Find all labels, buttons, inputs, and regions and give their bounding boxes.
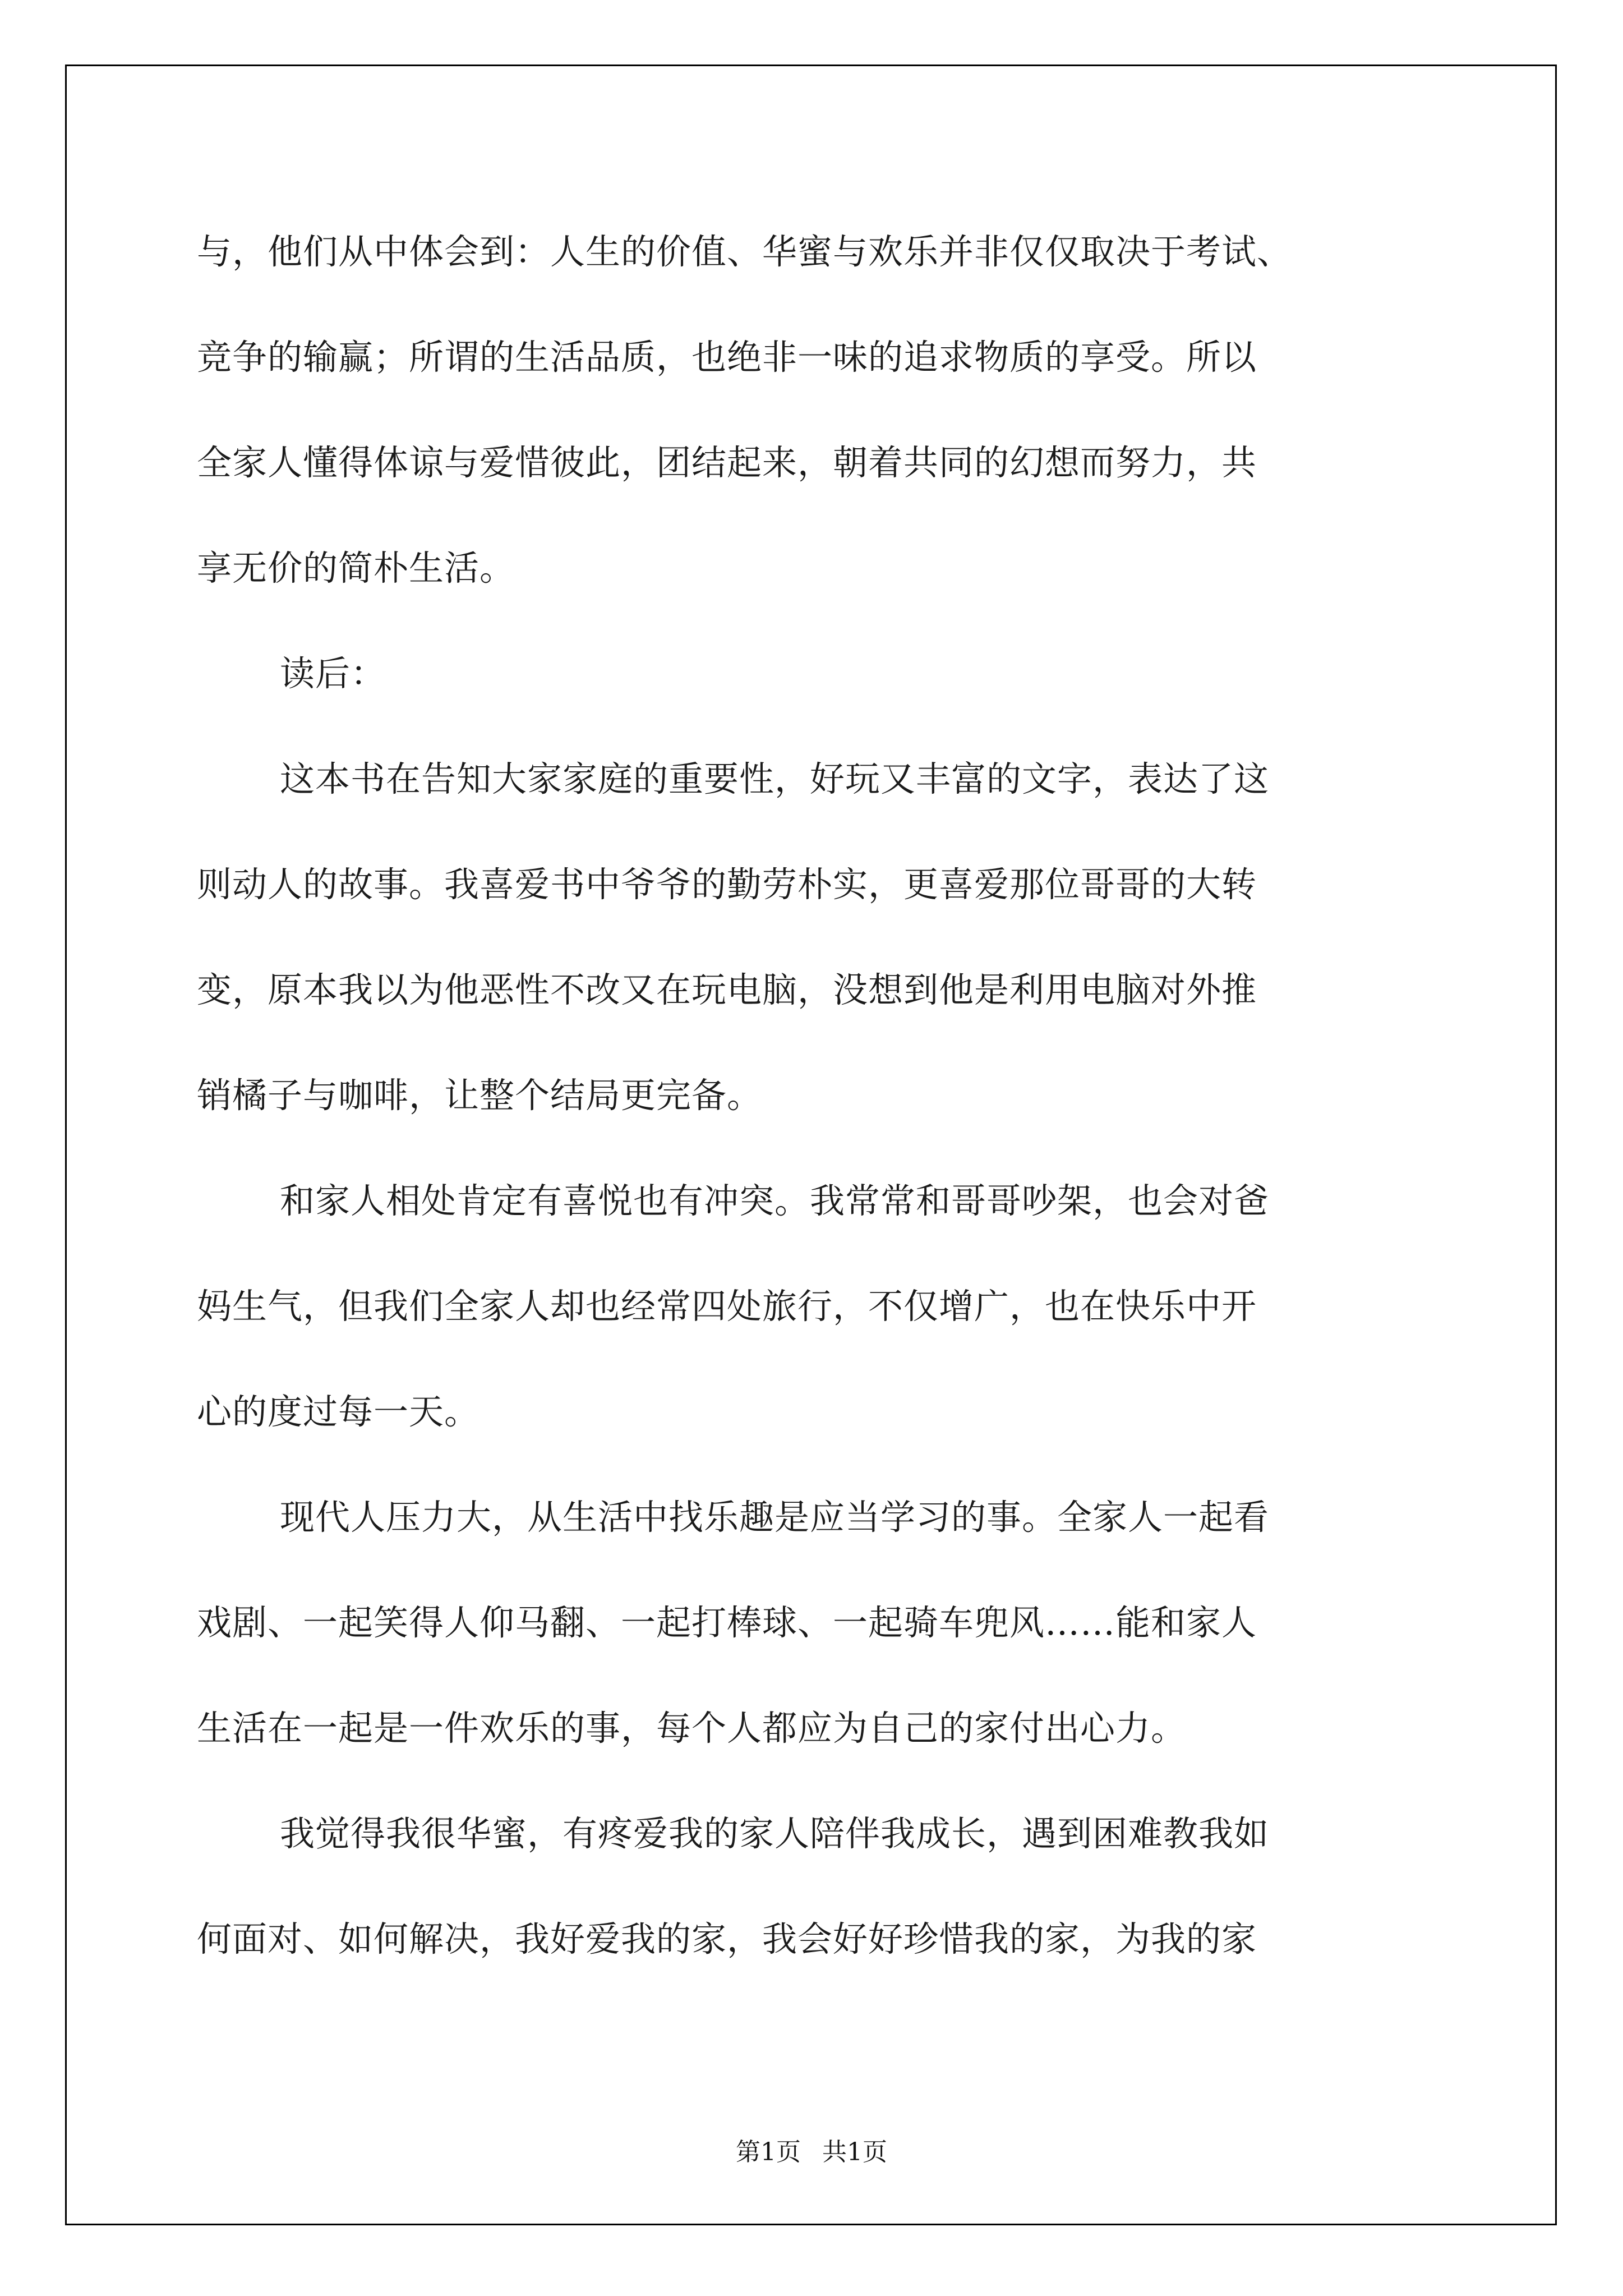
text-line: 生活在一起是一件欢乐的事，每个人都应为自己的家付出心力。 <box>197 1708 1187 1749</box>
text-line: 竞争的输赢；所谓的生活品质，也绝非一味的追求物质的享受。所以 <box>197 337 1257 378</box>
text-line: 心的度过每一天。 <box>197 1391 480 1432</box>
page-number-total: 共1页 <box>822 2138 887 2166</box>
text-line: 我觉得我很华蜜，有疼爱我的家人陪伴我成长，遇到困难教我如 <box>280 1813 1270 1854</box>
text-line: 全家人懂得体谅与爱惜彼此，团结起来，朝着共同的幻想而努力，共 <box>197 442 1257 483</box>
page-footer <box>0 2136 1623 2169</box>
document-body <box>197 199 1442 1992</box>
page-number-current: 第1页 <box>736 2138 801 2166</box>
text-line: 享无价的简朴生活。 <box>197 547 515 588</box>
text-line: 妈生气，但我们全家人却也经常四处旅行，不仅增广，也在快乐中开 <box>197 1286 1257 1327</box>
text-line: 戏剧、一起笑得人仰马翻、一起打棒球、一起骑车兜风……能和家人 <box>197 1602 1257 1643</box>
text-line: 这本书在告知大家家庭的重要性，好玩又丰富的文字，表达了这 <box>280 758 1270 799</box>
text-line: 何面对、如何解决，我好爱我的家，我会好好珍惜我的家，为我的家 <box>197 1918 1257 1959</box>
text-line: 与，他们从中体会到：人生的价值、华蜜与欢乐并非仅仅取决于考试、 <box>197 231 1293 272</box>
text-line: 销橘子与咖啡，让整个结局更完备。 <box>197 1075 763 1116</box>
text-line: 变，原本我以为他恶性不改又在玩电脑，没想到他是利用电脑对外推 <box>197 969 1257 1010</box>
text-line: 现代人压力大，从生活中找乐趣是应当学习的事。全家人一起看 <box>280 1497 1270 1538</box>
section-heading: 读后： <box>280 653 386 694</box>
text-line: 则动人的故事。我喜爱书中爷爷的勤劳朴实，更喜爱那位哥哥的大转 <box>197 864 1257 905</box>
text-line: 和家人相处肯定有喜悦也有冲突。我常常和哥哥吵架，也会对爸 <box>280 1180 1270 1221</box>
